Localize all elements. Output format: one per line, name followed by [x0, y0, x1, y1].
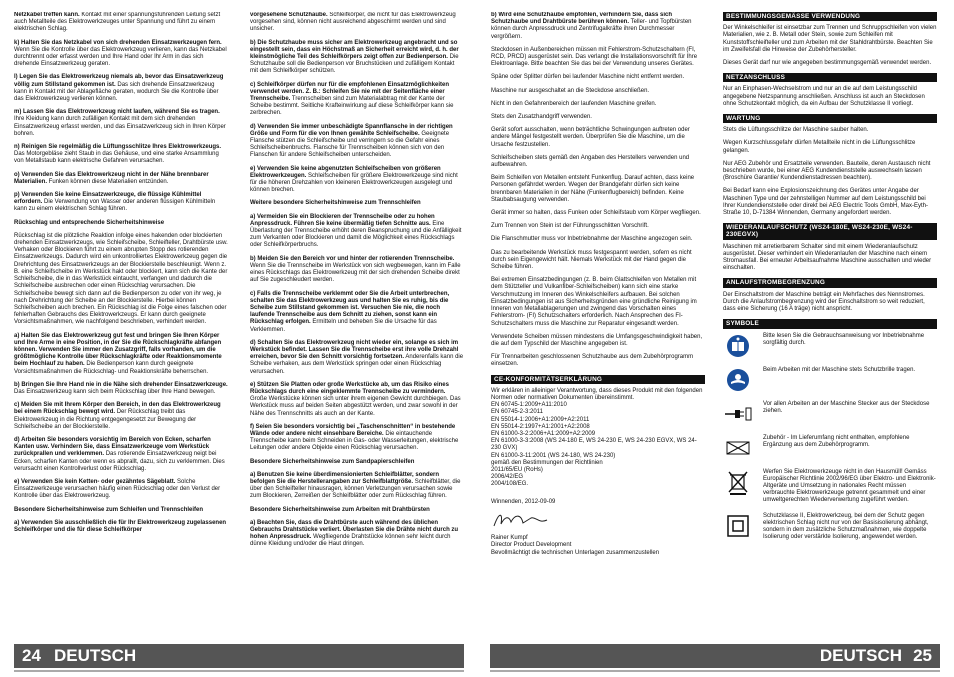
paragraph	[491, 210, 705, 217]
paragraph-body: Schleifkörper, die nicht für das Elektrowerkzeug vorgesehen sind, können nicht ausreichend abgeschirmt werden und sind unsicher.	[250, 12, 456, 33]
accessory-icon	[723, 435, 753, 461]
symbol-description: Schutzklasse II, Elektrowerkzeug, bei dem der Schutz gegen elektrischen Schlag nicht nur von der Basisisolierung abhängt, sondern in dem zusätzliche Schutzmaßnahmen, wie doppelte Isolierung oder verstärkte Isolierung, angewendet werden.	[763, 512, 929, 541]
eye-protection-icon	[723, 367, 753, 393]
paragraph-body: Das Einsatzwerkzeug kann sich beim Rückschlag über Ihre Hand bewegen.	[14, 388, 216, 395]
symbol-description: Zubehör - Im Lieferumfang nicht enthalten, empfohlene Ergänzung aus dem Zubehörprogramm.	[763, 434, 910, 448]
footer-left	[14, 644, 464, 668]
language-label-left: DEUTSCH	[54, 646, 137, 665]
paragraph-lead: a) Beachten Sie, dass die Drahtbürste auch während des üblichen Gebrauchs Drahtstücke verliert. Überlasten Sie die Drähte nicht durch zu hohen Anpressdruck.	[250, 519, 459, 541]
symbol-row	[723, 513, 937, 542]
paragraph	[250, 200, 464, 207]
paragraph-lead: Rückschlag und entsprechende Sicherheitshinweise	[14, 219, 165, 226]
paragraph	[250, 459, 464, 466]
ce-norm: EN 60745-2-3:2011	[491, 409, 543, 416]
ce-norm: EN 61000-3-3:2008 (WS 24-180 E, WS 24-230 E, WS 24-230 EGVX, WS 24-230 GVX)	[491, 438, 697, 452]
paragraph-body: Das rotierende Einsatzwerkzeug neigt bei Ecken, scharfen Kanten oder wenn es abprallt, dazu, sich zu verklemmen. Dies verursacht einen Kontrollverlust oder Rückschlag.	[14, 451, 225, 472]
paragraph-lead: a) Benutzen Sie keine überdimensionierten Schleifblätter, sondern befolgen Sie die Herstellerangaben zur Schleifblattgröße.	[250, 471, 440, 485]
paragraph	[250, 520, 464, 549]
paragraph-lead: Besondere Sicherheitshinweise zum Schleifen und Trennschleifen	[14, 506, 204, 513]
paragraph	[250, 214, 464, 250]
paragraph-lead: e) Stützen Sie Platten oder große Werkstücke ab, um das Risiko eines Rückschlags durch eine eingeklemmte Trennscheibe zu vermindern.	[250, 381, 449, 395]
paragraph-body: Wenn Sie die Trennscheibe im Werkstück von sich wegbewegen, kann im Falle eines Rückschlags das Elektrowerkzeug mit der sich drehenden Scheibe direkt auf Sie zugeschleudert werden.	[250, 262, 461, 284]
symbol-row	[723, 367, 937, 393]
paragraph-body: Späne oder Splitter dürfen bei laufender Maschine nicht entfernt werden.	[491, 74, 685, 81]
paragraph-body: Die Schutzhaube soll die Bedienperson vor Bruchstücken und zufälligem Kontakt mit dem Schleifkörper schützen.	[250, 54, 459, 75]
paragraph-body: Geeignete Flansche stützen die Schleifscheibe und verringern so die Gefahr eines Schleifscheibenbruchs. Flansche für Trennscheiben können sich von den Flanschen für andere Schleifscheiben unterscheiden.	[250, 130, 450, 159]
paragraph	[14, 192, 228, 214]
paragraph	[14, 479, 228, 501]
paragraph-body: Die Flanschmutter muss vor Inbetriebnahme der Maschine angezogen sein.	[491, 236, 693, 243]
paragraph	[250, 382, 464, 418]
paragraph-lead: a) Verwenden Sie ausschließlich die für Ihr Elektrowerkzeug zugelassenen Schleifkörper und die für diese Schleifkörper	[14, 519, 227, 533]
paragraph-body: Steckdosen in Außenbereichen müssen mit Fehlerstrom-Schutzschaltern (FI, RCD, PRCD) ausgerüstet sein. Das verlangt die Installationsvorschrift für Ihre Elektroanlage. Bitte beachten Sie das bei der Verwendung unseres Gerätes.	[491, 46, 698, 68]
ce-norm: EN 55014-2:1997+A1:2001+A2:2008	[491, 423, 590, 430]
paragraph	[250, 424, 464, 453]
section-paragraph: Der Einschaltstrom der Maschine beträgt ein Mehrfaches des Nennstromes. Durch die Anlaufstrombegrenzung wird der Einschaltstrom so weit reduziert, dass eine Sicherung (16 A träge) nicht anspricht.	[723, 291, 925, 313]
paragraph-lead: a) Vermeiden Sie ein Blockieren der Trennscheibe oder zu hohen Anpressdruck. Führen Sie keine übermäßig tiefen Schnitte aus.	[250, 213, 435, 227]
column-3	[491, 12, 705, 637]
paragraph-body: Gerät immer so halten, dass Funken oder Schleifstaub vom Körper wegfliegen.	[491, 210, 701, 217]
paragraph-body: Ermitteln und beheben Sie die Ursache für das Verklemmen.	[250, 319, 437, 333]
paragraph-lead: n) Reinigen Sie regelmäßig die Lüftungsschlitze Ihres Elektrowerkzeugs.	[14, 144, 222, 151]
section-paragraph: Maschinen mit arretierbarem Schalter sind mit einem Wiederanlaufschutz ausgerüstet. Dieser verhindert ein Wiederanlaufen der Maschine nach einem Stromausfall. Bei erneuter Arbeitsaufnahme Maschine ausschalten und wieder einschalten.	[723, 243, 932, 272]
paragraph-lead: e) Verwenden Sie keine abgenutzten Schleifscheiben von größeren Elektrowerkzeugen.	[250, 165, 441, 179]
paragraph	[491, 236, 705, 243]
paragraph	[491, 223, 705, 230]
paragraph	[491, 114, 705, 121]
paragraph-lead: a) Halten Sie das Elektrowerkzeug gut fest und bringen Sie Ihren Körper und Ihre Arme in eine Position, in der Sie die Rückschlagkräfte abfangen können. Verwenden Sie immer den Zusatzgriff, falls vorhanden, um die größtmögliche Kontrolle über Rückschlagkräfte oder Reaktionsmomente beim Hochlauf zu haben.	[14, 332, 222, 368]
paragraph	[250, 472, 464, 501]
protection-class-ii-icon	[723, 513, 753, 539]
paragraph-body: Eine Überlastung der Trennscheibe erhöht deren Beanspruchung und die Anfälligkeit zum Verkanten oder Blockieren und damit die Möglichkeit eines Rückschlags oder Schleifkörperbruchs.	[250, 220, 462, 249]
page-number-right: 25	[913, 646, 932, 665]
paragraph-lead: Weitere besondere Sicherheitshinweise zum Trennschleifen	[250, 200, 421, 207]
ce-norm: EN 61000-3-11:2001 (WS 24-180, WS 24-230)	[491, 452, 616, 459]
paragraph-body: Schleifblätter, die über den Schleifteller hinausragen, können Verletzungen verursachen sowie zum Blockieren, Zerreißen der Schleifblätter oder zum Rückschlag führen.	[250, 478, 461, 500]
paragraph-body: Schleifscheiben stets gemäß den Angaben des Herstellers verwenden und aufbewahren.	[491, 154, 690, 169]
paragraph-lead: b) Bringen Sie Ihre Hand nie in die Nähe sich drehender Einsatzwerkzeuge.	[14, 381, 228, 388]
paragraph	[250, 124, 464, 160]
section-paragraph: Dieses Gerät darf nur wie angegeben bestimmungsgemäß verwendet werden.	[723, 60, 932, 67]
column-4-sections	[723, 12, 937, 313]
section-heading: WIEDERANLAUFSCHUTZ (WS24-180E, WS24-230E, WS24-230EGVX)	[723, 223, 937, 239]
paragraph	[491, 88, 705, 95]
ce-norm: EN 60745-1:2009+A11:2010	[491, 402, 567, 409]
paragraph-body: Solche Einsatzwerkzeuge verursachen häufig einen Rückschlag oder den Verlust der Kontrolle über das Elektrowerkzeug.	[14, 478, 221, 500]
paragraph-lead: d) Arbeiten Sie besonders vorsichtig im Bereich von Ecken, scharfen Kanten usw. Verhindern Sie, dass Einsatzwerkzeuge vom Werkstück zurückprallen und verklemmen.	[14, 436, 211, 458]
ce-norm: gemäß den Bestimmungen der Richtlinien	[491, 459, 603, 466]
paragraph-body: Wenn Sie die Kontrolle über das Elektrowerkzeug verlieren, kann das Netzkabel durchtrennt oder erfasst werden und Ihre Hand oder Ihr Arm in das sich drehende Einsatzwerkzeug geraten.	[14, 46, 227, 68]
paragraph-body: Teller- und Topfbürsten können durch Anpressdruck und Zentrifugalkräfte ihren Durchmesser vergrößern.	[491, 19, 692, 40]
paragraph-body: Das Motorgebläse zieht Staub in das Gehäuse, und eine starke Ansammlung von Metallstaub kann elektrische Gefahren verursachen.	[14, 151, 219, 165]
ce-conformity-heading: CE-KONFORMITÄTSERKLÄRUNG	[491, 375, 705, 384]
paragraph	[14, 144, 228, 166]
signature	[491, 510, 705, 533]
symbol-row	[723, 401, 937, 427]
section-paragraph: Bei Bedarf kann eine Explosionszeichnung des Gerätes unter Angabe der Maschinen Type und der zehnstelligen Nummer auf dem Leistungsschild bei Ihrer Kundendienststelle oder direkt bei AEG Electric Tools GmbH, Max-Eyth-Straße 10, D-71384 Winnenden, Germany angefordert werden.	[723, 188, 928, 217]
paragraph-lead: d) Schalten Sie das Elektrowerkzeug nicht wieder ein, solange es sich im Werkstück befindet. Lassen Sie die Trennscheibe erst ihre volle Drehzahl erreichen, bevor Sie den Schnitt vorsichtig fortsetzen.	[250, 339, 459, 361]
column-1	[14, 12, 228, 637]
paragraph-body: Gerät sofort ausschalten, wenn beträchtliche Schwingungen auftreten oder andere Mängel festgestellt werden. Überprüfen Sie die Maschine, um die Ursache festzustellen.	[491, 127, 690, 148]
paragraph-body: Anderenfalls kann die Scheibe verhaken, aus dem Werkstück springen oder einen Rückschlag verursachen.	[250, 354, 464, 375]
paragraph-lead: b) Meiden Sie den Bereich vor und hinter der rotierenden Trennscheibe.	[250, 255, 455, 262]
language-label-right: DEUTSCH	[819, 646, 902, 665]
paragraph	[14, 12, 228, 34]
paragraph-body: Für Trennarbeiten geschlossenen Schutzhaube aus dem Zubehörprogramm einsetzen.	[491, 354, 694, 368]
paragraph-body: Das sich drehende Einsatzwerkzeug kann in Kontakt mit der Ablagefläche geraten, wodurch Sie die Kontrolle über das Elektrowerkzeug verlieren können.	[14, 81, 219, 103]
paragraph	[491, 334, 705, 348]
paragraph-lead: c) Schleifkörper dürfen nur für die empfohlenen Einsatzmöglichkeiten verwendet werden. Z. B.: Schleifen Sie nie mit der Seitenfläche einer Trennscheibe.	[250, 81, 450, 103]
paragraph	[491, 12, 705, 41]
symbol-description: Beim Arbeiten mit der Maschine stets Schutzbrille tragen.	[763, 366, 916, 373]
paragraph	[491, 74, 705, 81]
section-heading: ANLAUFSTROMBEGRENZUNG	[723, 278, 937, 287]
paragraph-lead: o) Verwenden Sie das Elektrowerkzeug nicht in der Nähe brennbarer Materialien.	[14, 171, 209, 185]
symbol-row	[723, 333, 937, 359]
paragraph-body: Kontakt mit einer spannungsführenden Leitung setzt auch Metallteile des Elektrowerkzeuges unter Spannung und führt zu einem elektrischen Schlag.	[14, 12, 221, 33]
paragraph-body: Funken können diese Materialien entzünden.	[47, 178, 169, 185]
ce-norm: EN 55014-1:2006+A1:2009+A2:2011	[491, 416, 590, 423]
paragraph-lead: e) Verwenden Sie kein Ketten- oder gezähntes Sägeblatt.	[14, 478, 176, 485]
ce-norms-list	[491, 402, 705, 488]
symbol-row	[723, 469, 937, 505]
paragraph	[250, 507, 464, 514]
section-paragraph: Nur an Einphasen-Wechselstrom und nur an die auf dem Leistungsschild angegebene Netzspannung anschließen. Anschluss ist auch an Steckdosen ohne Schutzkontakt möglich, da ein Aufbau der Schutzklasse II vorliegt.	[723, 86, 925, 107]
paragraph	[14, 172, 228, 186]
paragraph	[491, 250, 705, 272]
paragraph	[491, 155, 705, 169]
paragraph	[491, 354, 705, 368]
paragraph-lead: d) Verwenden Sie immer unbeschädigte Spannflansche in der richtigen Größe und Form für die von Ihnen gewählte Schleifscheibe.	[250, 123, 453, 137]
paragraph	[491, 175, 705, 204]
paragraph	[14, 40, 228, 69]
paragraph	[250, 340, 464, 376]
ce-norm: 2011/65/EU (RoHs)	[491, 466, 543, 473]
paragraph-lead: Besondere Sicherheitshinweise zum Sandpapierschleifen	[250, 458, 415, 465]
paragraph	[14, 382, 228, 396]
section-heading: WARTUNG	[723, 114, 937, 123]
ce-norm: EN 61000-3-2:2006+A1:2009+A2:2009	[491, 430, 596, 437]
paragraph-body: Ihre Kleidung kann durch zufälligen Kontakt mit dem sich drehenden Einsatzwerkzeug erfasst werden, und das Einsatzwerkzeug sich in Ihren Körper bohren.	[14, 116, 226, 137]
footer-right	[490, 644, 940, 668]
ce-norm: 2004/108/EG.	[491, 481, 529, 488]
footer-rule-left	[14, 670, 464, 672]
weee-bin-icon	[723, 469, 753, 495]
paragraph	[250, 256, 464, 285]
paragraph-body: Schleifscheiben für größere Elektrowerkzeuge sind nicht für die höheren Drehzahlen von kleineren Elektrowerkzeugen ausgelegt und können brechen.	[250, 172, 458, 194]
paragraph	[491, 127, 705, 149]
paragraph	[491, 101, 705, 108]
paragraph-body: Die eintauchende Trennscheibe kann beim Schneiden in Gas- oder Wasserleitungen, elektrische Leitungen oder andere Objekte einen Rückschlag verursachen.	[250, 430, 459, 452]
paragraph	[250, 40, 464, 76]
paragraph	[491, 47, 705, 69]
paragraph-lead: Besondere Sicherheitshinweise zum Arbeiten mit Drahtbürsten	[250, 506, 430, 513]
section-paragraph: Nur AEG Zubehör und Ersatzteile verwenden. Bauteile, deren Austausch nicht beschrieben wurde, bei einer AEG Kundendienststelle auswechseln lassen (Broschüre Garantie/ Kundendienstadressen beachten).	[723, 160, 931, 182]
paragraph-body: Verwendete Scheiben müssen mindestens die Umfangsgeschwindigkeit haben, die auf dem Typschild der Maschine angegeben ist.	[491, 333, 703, 347]
paragraph-body: Der Rückschlag treibt das Elektrowerkzeug in die Richtung entgegengesetzt zur Bewegung der Schleifscheibe an der Blockierstelle.	[14, 409, 197, 430]
paragraph-body: Rückschlag ist die plötzliche Reaktion infolge eines hakenden oder blockierten drehenden Einsatzwerkzeugs, wie Schleifscheibe, Schleifteller, Drahtbürste usw. Verhaken oder Blockieren führt zu einem abrupten Stopp des rotierenden Einsatzwerkzeugs. Dadurch wird ein unkontrolliertes Elektrowerkzeug gegen die Drehrichtung des Einsatzwerkzeugs an der Blockierstelle beschleunigt. Wenn z. B. eine Schleifscheibe im Werkstück hakt oder blockiert, kann sich die Kante der Schleifscheibe, die in das Werkstück eintaucht, verfangen und dadurch die Schleifscheibe ausbrechen oder einen Rückschlag verursachen. Die Schleifscheibe bewegt sich dann auf die Bedienperson zu oder von ihr weg, je nach Drehrichtung der Scheibe an der Blockierstelle. Hierbei können Schleifscheiben auch brechen. Ein Rückschlag ist die Folge eines falschen oder fehlerhaften Gebrauchs des Elektrowerkzeugs. Er kann durch geeignete Vorsichtsmaßnahmen, wie nachfolgend beschrieben, verhindert werden.	[14, 232, 228, 326]
section-paragraph: Der Winkelschleifer ist einsetzbar zum Trennen und Schruppschleifen von vielen Materialien, wie z. B. Metall oder Stein, sowie zum Schleifen mit Kunststoffschleifteller und zum Arbeiten mit der Stahldrahtbürste. Beachten Sie im Zweifelsfall die Hinweise der Zubehörhersteller.	[723, 25, 937, 53]
symbols-list	[723, 333, 937, 542]
paragraph-body: Wegfliegende Drahtstücke können sehr leicht durch dünne Kleidung und/oder die Haut dringen.	[250, 534, 451, 548]
symbol-description: Bitte lesen Sie die Gebrauchsanweisung vor Inbetriebnahme sorgfältig durch.	[763, 332, 925, 346]
paragraph-lead: k) Halten Sie das Netzkabel von sich drehenden Einsatzwerkzeugen fern.	[14, 39, 222, 46]
paragraph	[491, 277, 705, 327]
paragraph-lead: l) Legen Sie das Elektrowerkzeug niemals ab, bevor das Einsatzwerkzeug völlig zum Stillstand gekommen ist.	[14, 74, 224, 88]
section-heading: NETZANSCHLUSS	[723, 73, 937, 82]
section-heading: BESTIMMUNGSGEMÄSSE VERWENDUNG	[723, 12, 937, 21]
paragraph-body: Die Bedienperson kann durch geeignete Vorsichtsmaßnahmen die Rückschlag- und Reaktionskräfte beherrschen.	[14, 361, 209, 375]
paragraph	[14, 437, 228, 473]
symbol-description: Vor allen Arbeiten an der Maschine Stecker aus der Steckdose ziehen.	[763, 400, 930, 414]
ce-norm: 2006/42/EG	[491, 474, 524, 481]
paragraph-body: Die Verwendung von Wasser oder anderen flüssigen Kühlmitteln kann zu einem elektrischen Schlag führen.	[14, 199, 216, 213]
paragraph-body: Trennscheiben sind zum Materialabtrag mit der Kante der Scheibe bestimmt. Seitliche Krafteinwirkung auf diese Schleifkörper kann sie zerbrechen.	[250, 96, 454, 117]
paragraph-lead: c) Falls die Trennscheibe verklemmt oder Sie die Arbeit unterbrechen, schalten Sie das Elektrowerkzeug aus und halten Sie es ruhig, bis die Scheibe zum Stillstand gekommen ist. Versuchen Sie nie, die noch laufende Trennscheibe aus dem Schnitt zu ziehen, sonst kann ein Rückschlag erfolgen.	[250, 290, 450, 326]
paragraph	[14, 74, 228, 103]
paragraph-body: Beim Schleifen von Metallen entsteht Funkenflug. Darauf achten, dass keine Personen gefährdet werden. Wegen der Brandgefahr dürfen sich keine brennbaren Materialien in der Nähe (Funkenflugbereich) befinden. Keine Staubabsaugung verwenden.	[491, 175, 695, 203]
unplug-icon	[723, 401, 753, 427]
signer-title: Director Product Development	[491, 542, 572, 549]
footer-rule-right	[490, 670, 940, 672]
paragraph-body: Maschine nur ausgeschaltet an die Steckdose anschließen.	[491, 87, 650, 94]
paragraph-body: Zum Trennen von Stein ist der Führungsschlitten Vorschrift.	[491, 223, 649, 230]
ce-intro: Wir erklären in alleiniger Verantwortung, dass dieses Produkt mit den folgenden Normen oder normativen Dokumenten übereinstimmt.	[491, 387, 703, 401]
paragraph	[14, 220, 228, 227]
paragraph-lead: Netzkabel treffen kann.	[14, 12, 80, 18]
paragraph-lead: p) Verwenden Sie keine Einsatzwerkzeuge, die flüssige Kühlmittel erfordern.	[14, 192, 202, 206]
symbols-heading: SYMBOLE	[723, 319, 937, 328]
paragraph	[250, 12, 464, 34]
read-manual-icon	[723, 333, 753, 359]
section-paragraph: Stets die Lüftungsschlitze der Maschine sauber halten.	[723, 127, 869, 134]
column-4	[723, 12, 937, 637]
authorized-text: Bevollmächtigt die technischen Unterlagen zusammenzustellen	[491, 550, 660, 557]
paragraph-lead: vorgesehene Schutzhaube.	[250, 12, 328, 18]
paragraph-body: Nicht in den Gefahrenbereich der laufenden Maschine greifen.	[491, 100, 657, 107]
paragraph	[14, 507, 228, 514]
column-3-text	[491, 12, 705, 369]
paragraph-lead: b) Die Schutzhaube muss sicher am Elektrowerkzeug angebracht und so eingestellt sein, dass ein Höchstmaß an Sicherheit erreicht wird, d. h. der kleinstmögliche Teil des Schleifkörpers zeigt offen zur Bedienperson.	[250, 39, 459, 61]
section-paragraph: Wegen Kurzschlussgefahr dürfen Metallteile nicht in die Lüftungsschlitze gelangen.	[723, 140, 916, 154]
signer-name: Rainer Kumpf	[491, 534, 528, 541]
paragraph	[250, 82, 464, 118]
symbol-description: Werfen Sie Elektrowerkzeuge nicht in den Hausmüll! Gemäss Europäischer Richtlinie 2002/96/EG über Elektro- und Elektronik- Altgeräte und Umsetzung in nationales Recht müssen verbrauchte Elektrowerkzeuge getrennt gesammelt und einer umweltgerechten Wiederverwertung zugeführt werden.	[763, 468, 936, 504]
paragraph	[14, 109, 228, 138]
paragraph-lead: f) Seien Sie besonders vorsichtig bei „Taschenschnitten“ in bestehende Wände oder andere nicht einsehbare Bereiche.	[250, 423, 456, 437]
column-2	[250, 12, 464, 637]
page-number-left: 24	[22, 646, 41, 665]
ce-place-date: Winnenden, 2012-09-09	[491, 498, 556, 505]
paragraph	[250, 166, 464, 195]
paragraph	[14, 233, 228, 327]
paragraph-body: Bei extremen Einsatzbedingungen (z. B. beim Glattschleifen von Metallen mit dem Stützteller und Vulkanfiber-Schleifscheiben) kann sich eine starke Verschmutzung im Inneren des Winkelschleifers aufbauen. Bei solchen Einsatzbedingungen ist aus Sicherheitsgründen eine gründliche Reinigung im Inneren von Metallablagerungen und zwingend das Vorschalten eines Fehlerstrom- (FI) Schutzschalters erforderlich. Nach Ansprechen des FI-Schutzschalters muss die Maschine zur Reparatur eingesandt werden.	[491, 277, 697, 327]
paragraph-body: Das zu bearbeitende Werkstück muss festgespannt werden, sofern es nicht durch sein Eigengewicht hält. Niemals Werkstück mit der Hand gegen die Scheibe führen.	[491, 249, 692, 271]
paragraph	[14, 402, 228, 431]
paragraph	[250, 291, 464, 334]
page-25	[477, 0, 954, 677]
paragraph	[14, 333, 228, 376]
paragraph-lead: b) Wird eine Schutzhaube empfohlen, verhindern Sie, dass sich Schutzhaube und Drahtbürste berühren können.	[491, 12, 672, 26]
paragraph-lead: c) Meiden Sie mit Ihrem Körper den Bereich, in den das Elektrowerkzeug bei einem Rückschlag bewegt wird.	[14, 402, 221, 416]
paragraph-lead: m) Lassen Sie das Elektrowerkzeug nicht laufen, während Sie es tragen.	[14, 109, 220, 116]
paragraph	[14, 520, 228, 534]
paragraph-body: Große Werkstücke können sich unter ihrem eigenen Gewicht durchbiegen. Das Werkstück muss auf beiden Seiten abgestützt werden, und zwar sowohl in der Nähe des Trennschnitts als auch an der Kante.	[250, 396, 461, 417]
symbol-row	[723, 435, 937, 461]
paragraph-body: Stets den Zusatzhandgriff verwenden.	[491, 114, 592, 121]
